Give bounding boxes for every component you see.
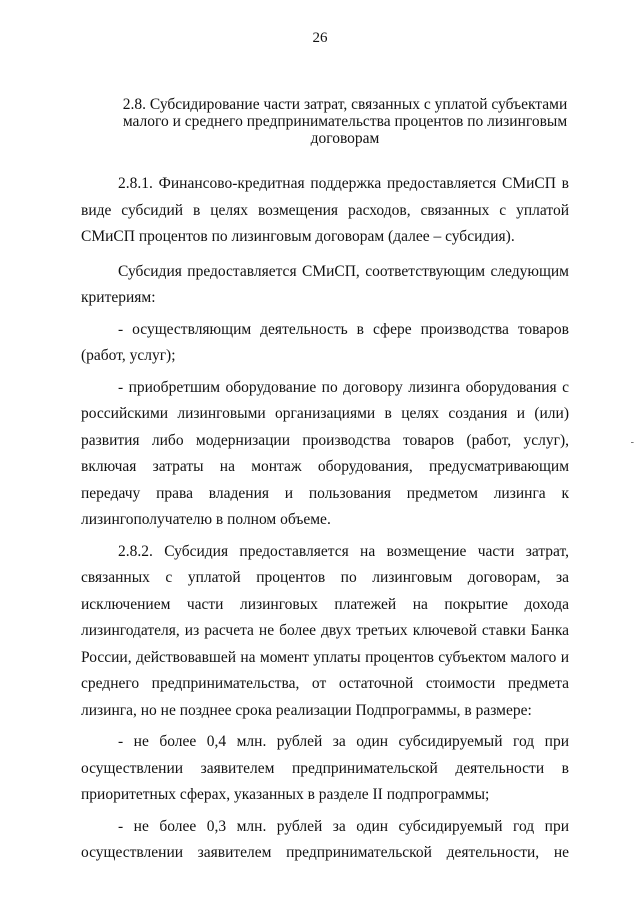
document-body	[81, 171, 569, 867]
paragraph-2-8-2: 2.8.2. Субсидия предоставляется на возмещение части затрат, связанных с уплатой процентов по лизинговым договорам, за исключением части лизинговых платежей на покрытие дохода лизингодателя, из расчета не более двух третьих ключевой ставки Банка России, действовавшей на момент уплаты процентов субъектом малого и среднего предпринимательства, от остаточной стоимости предмета лизинга, но не позднее срока реализации Подпрограммы, в размере:	[81, 542, 569, 719]
page-number: 26	[312, 30, 328, 46]
paragraph-criteria-intro: Субсидия предоставляется СМиСП, соответствующим следующим критериям:	[81, 262, 569, 306]
criteria-item-production: - осуществляющим деятельность в сфере производства товаров (работ, услуг);	[81, 320, 569, 364]
section-heading: 2.8. Субсидирование части затрат, связанных с уплатой субъектами малого и среднего предпринимательства процентов по лизинговым договорам	[122, 96, 568, 147]
criteria-item-leasing: - приобретшим оборудование по договору лизинга оборудования с российскими лизинговыми организациями в целях создания и (или) развития либо модернизации производства товаров (работ, услуг), включая затраты на монтаж оборудования, предусматривающим передачу права владения и пользования предметом лизинга к лизингополучателю в полном объеме.	[81, 378, 569, 528]
amount-item-other: - не более 0,3 млн. рублей за один субсидируемый год при осуществлении заявителем предпринимательской деятельности, не	[81, 817, 569, 861]
paragraph-2-8-1: 2.8.1. Финансово-кредитная поддержка предоставляется СМиСП в виде субсидий в целях возмещения расходов, связанных с уплатой СМиСП процентов по лизинговым договорам (далее – субсидия).	[81, 175, 569, 245]
amount-item-priority: - не более 0,4 млн. рублей за один субсидируемый год при осуществлении заявителем предпринимательской деятельности в приоритетных сферах, указанных в разделе II подпрограммы;	[81, 733, 569, 803]
margin-mark: -	[630, 437, 634, 448]
